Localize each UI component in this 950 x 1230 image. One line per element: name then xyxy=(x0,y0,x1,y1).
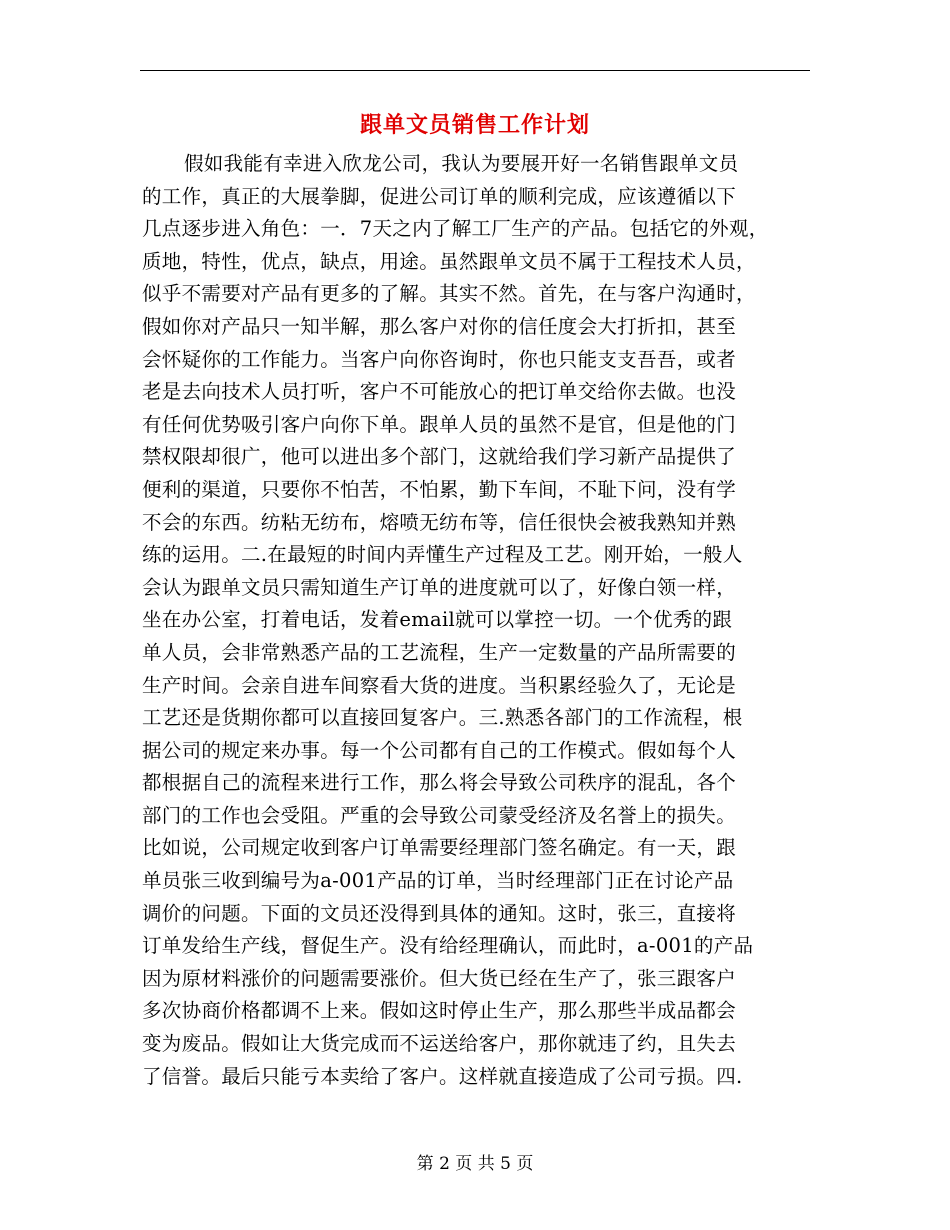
body-line: 调价的问题。下面的文员还没得到具体的通知。这时，张三，直接将 xyxy=(142,901,737,925)
body-line: 便利的渠道，只要你不怕苦，不怕累，勤下车间，不耻下问，没有学 xyxy=(142,477,737,501)
body-line: 了信誉。最后只能亏本卖给了客户。这样就直接造成了公司亏损。四. xyxy=(142,1064,743,1088)
document-body xyxy=(142,148,812,1093)
body-line: 会怀疑你的工作能力。当客户向你咨询时，你也只能支支吾吾，或者 xyxy=(142,347,737,371)
body-line: 比如说，公司规定收到客户订单需要经理部门签名确定。有一天，跟 xyxy=(142,836,737,860)
header-rule xyxy=(140,70,810,71)
body-line: 假如你对产品只一知半解，那么客户对你的信任度会大打折扣，甚至 xyxy=(142,314,737,338)
body-line: 生产时间。会亲自进车间察看大货的进度。当积累经验久了，无论是 xyxy=(142,673,737,697)
body-line: 订单发给生产线，督促生产。没有给经理确认，而此时，a-001的产品 xyxy=(142,934,754,958)
body-line: 工艺还是货期你都可以直接回复客户。三.熟悉各部门的工作流程，根 xyxy=(142,706,743,730)
document-title: 跟单文员销售工作计划 xyxy=(359,112,590,138)
body-line: 多次协商价格都调不上来。假如这时停止生产，那么那些半成品都会 xyxy=(142,999,737,1023)
body-line: 的工作，真正的大展拳脚，促进公司订单的顺利完成，应该遵循以下 xyxy=(142,184,737,208)
body-line: 禁权限却很广，他可以进出多个部门，这就给我们学习新产品提供了 xyxy=(142,445,737,469)
body-line: 单人员，会非常熟悉产品的工艺流程，生产一定数量的产品所需要的 xyxy=(142,640,737,664)
body-line: 质地，特性，优点，缺点，用途。虽然跟单文员不属于工程技术人员， xyxy=(142,249,756,273)
body-line: 有任何优势吸引客户向你下单。跟单人员的虽然不是官，但是他的门 xyxy=(142,412,737,436)
body-line: 单员张三收到编号为a-001产品的订单，当时经理部门正在讨论产品 xyxy=(142,869,734,893)
body-line: 因为原材料涨价的问题需要涨价。但大货已经在生产了，张三跟客户 xyxy=(142,966,737,990)
body-line: 老是去向技术人员打听，客户不可能放心的把订单交给你去做。也没 xyxy=(142,380,737,404)
body-line: 坐在办公室，打着电话，发着email就可以掌控一切。一个优秀的跟 xyxy=(142,608,733,632)
body-line: 都根据自己的流程来进行工作，那么将会导致公司秩序的混乱，各个 xyxy=(142,771,737,795)
page-footer: 第 2 页 共 5 页 xyxy=(416,1154,534,1174)
body-line: 据公司的规定来办事。每一个公司都有自己的工作模式。假如每个人 xyxy=(142,738,737,762)
body-line: 部门的工作也会受阻。严重的会导致公司蒙受经济及名誉上的损失。 xyxy=(142,803,737,827)
body-line: 会认为跟单文员只需知道生产订单的进度就可以了，好像白领一样， xyxy=(142,575,737,599)
body-line: 练的运用。二.在最短的时间内弄懂生产过程及工艺。刚开始，一般人 xyxy=(142,543,743,567)
body-line: 假如我能有幸进入欣龙公司，我认为要展开好一名销售跟单文员 xyxy=(184,152,739,175)
body-line: 几点逐步进入角色：一．7天之内了解工厂生产的产品。包括它的外观， xyxy=(142,217,769,241)
body-line: 似乎不需要对产品有更多的了解。其实不然。首先，在与客户沟通时， xyxy=(142,282,756,306)
body-line: 变为废品。假如让大货完成而不运送给客户，那你就违了约，且失去 xyxy=(142,1032,737,1056)
body-line: 不会的东西。纺粘无纺布，熔喷无纺布等，信任很快会被我熟知并熟 xyxy=(142,510,737,534)
